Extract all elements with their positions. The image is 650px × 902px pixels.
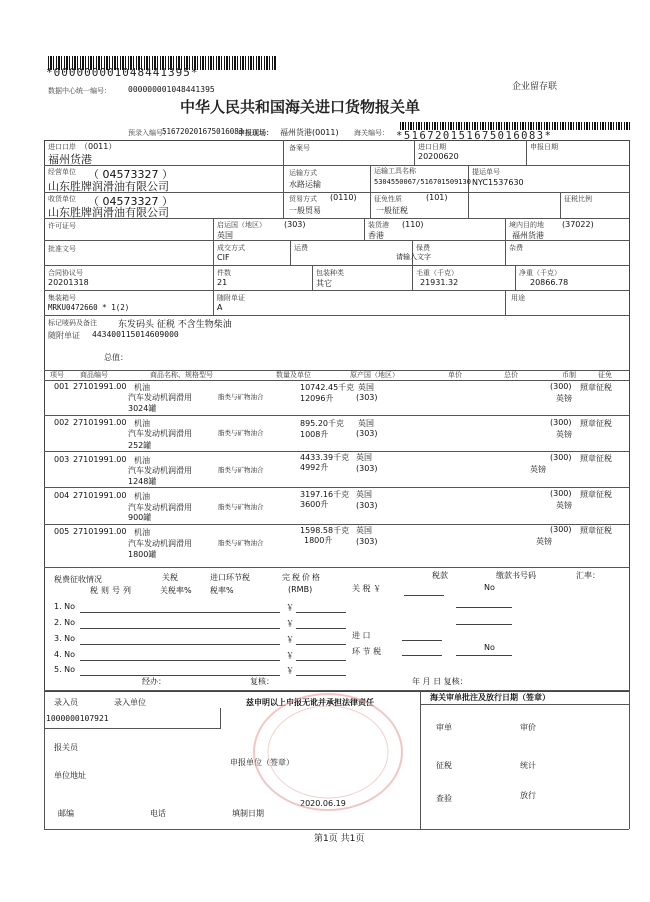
- trade-mode: 一般贸易: [289, 206, 321, 215]
- goods-item-currency: 英镑: [536, 537, 552, 546]
- tax-import-vat-label: 进口环节税: [210, 573, 250, 582]
- transport-tool: 5304550067/516701509130: [374, 178, 471, 186]
- page-info: 第1页 共1页: [314, 834, 365, 844]
- port-name: 福州货港: [48, 153, 92, 166]
- goods-item-qty2: 3600升: [300, 500, 329, 509]
- levy-ratio-label: 征税比例: [564, 195, 592, 203]
- goods-item-code: 27101991.00: [73, 455, 127, 464]
- pieces-label: 件数: [217, 269, 231, 277]
- tax-vat-label: 环 节 税: [352, 647, 382, 656]
- levy: 一般征税: [376, 206, 408, 215]
- deal-mode: CIF: [217, 253, 230, 262]
- operator-name: 山东胜牌润滑油有限公司: [48, 180, 169, 193]
- goods-item-qty1: 3197.16千克: [300, 490, 350, 499]
- goods-item-qty2: 1800升: [304, 536, 333, 545]
- purpose-label: 用途: [511, 294, 525, 302]
- tax-yen-5: ￥: [286, 666, 294, 675]
- tax-tariff-label: 关税: [162, 573, 178, 582]
- goods-item-currency: 英镑: [556, 394, 572, 403]
- phone-label: 电话: [150, 809, 166, 818]
- tax-row-4: 4. No: [54, 650, 76, 659]
- tax-duty-price-label: 完税价格: [282, 573, 322, 582]
- license-label: 许可证号: [48, 222, 76, 230]
- tax-yen-2: ￥: [286, 619, 294, 628]
- goods-header-unit-price: 单价: [448, 371, 462, 379]
- port-label: 进口口岸: [48, 143, 76, 151]
- deal-mode-label: 成交方式: [217, 244, 245, 252]
- tax-no-1: No: [484, 583, 495, 592]
- goods-item-currency: 英镑: [556, 430, 572, 439]
- goods-item-name: 机油: [134, 528, 150, 537]
- customs-no-text: *516720151675016083*: [396, 130, 553, 142]
- container: MRKU0472660 * 1(2): [48, 303, 130, 312]
- customs-no-label: 海关编号：: [354, 129, 389, 137]
- declare-date-label: 申报日期: [530, 143, 558, 151]
- goods-header-name: 商品名称、规格型号: [150, 371, 213, 379]
- tax-rate-label: 汇率：: [576, 571, 600, 580]
- goods-item-qty3: 1800罐: [128, 550, 157, 559]
- goods-item-origin: 英国: [358, 419, 374, 428]
- tax-title: 税费征收情况: [54, 575, 102, 584]
- site-value: 福州货港(0011): [280, 128, 339, 137]
- operator-code: （ 04573327 ）: [88, 168, 173, 181]
- tax-row-2: 2. No: [54, 618, 76, 627]
- transport-mode-label: 运输方式: [289, 169, 317, 177]
- goods-item-qty2: 4992升: [300, 463, 329, 472]
- goods-item-origin-code: (303): [356, 429, 378, 438]
- tax-vat-rate-label: 税率%: [210, 586, 234, 595]
- record-label: 备案号: [289, 144, 310, 152]
- goods-header-qty: 数量及单位: [276, 371, 311, 379]
- tax-no-2: No: [484, 643, 495, 652]
- loading-port: 香港: [368, 231, 384, 240]
- goods-item-spec: 汽车发动机润滑用: [128, 503, 192, 512]
- goods-item-spec: 汽车发动机润滑用: [128, 429, 192, 438]
- goods-item-no: 003: [54, 455, 70, 464]
- pricing-label: 审价: [520, 723, 536, 732]
- receiver-code: （ 04573327 ）: [88, 195, 173, 208]
- release-label: 放行: [520, 791, 536, 800]
- freight-label: 运费: [294, 244, 308, 252]
- goods-item-qty2: 12096升: [300, 394, 334, 403]
- bill-no: NYC1537630: [472, 178, 524, 187]
- docs: A: [217, 303, 223, 312]
- receiver-name: 山东胜牌润滑油有限公司: [48, 206, 169, 219]
- check-label: 查验: [436, 794, 452, 803]
- goods-header-code: 商品编号: [80, 371, 108, 379]
- total-label: 总值：: [104, 353, 128, 362]
- levy-label: 征免性质: [374, 195, 402, 203]
- origin-country-code: (303): [284, 220, 306, 229]
- loading-port-code: (110): [402, 220, 424, 229]
- goods-item-origin: 英国: [356, 453, 372, 462]
- entry-no: 1000000107921: [46, 714, 109, 723]
- destination: 福州货港: [512, 231, 544, 240]
- goods-item-name: 机油: [134, 419, 150, 428]
- goods-item-no: 002: [54, 418, 70, 427]
- tax-rmb-label: (RMB): [288, 585, 313, 594]
- declare-unit-label: 申报单位（签章）: [230, 758, 294, 767]
- fill-date-label: 填制日期: [232, 809, 264, 818]
- goods-item-origin-code: (303): [356, 464, 378, 473]
- net-label: 净重（千克）: [519, 269, 561, 277]
- contract-no: 20201318: [48, 278, 89, 287]
- entry-unit-label: 录入单位: [114, 698, 146, 707]
- tax-pay-no-label: 缴款书号码: [496, 571, 536, 580]
- reviewer-label: 审单: [436, 723, 452, 732]
- goods-item-origin-code: (303): [356, 537, 378, 546]
- entry-person-label: 录入员: [54, 698, 78, 707]
- goods-item-name: 机油: [134, 492, 150, 501]
- goods-item-spec: 汽车发动机润滑用: [128, 466, 192, 475]
- tax-import-label: 进 口: [352, 631, 371, 640]
- goods-item-spec: 汽车发动机润滑用: [128, 539, 192, 548]
- preentry-no: 516720201675016083: [162, 127, 244, 136]
- levy-sign-label: 征税: [436, 761, 452, 770]
- goods-item-levy: 照章征税: [580, 526, 612, 535]
- goods-item-spec2: 脂类与矿物油合: [218, 503, 264, 511]
- gross: 21931.32: [420, 278, 459, 287]
- tax-row-5: 5. No: [54, 665, 76, 674]
- tax-hs-label: 税则号列: [90, 586, 134, 595]
- goods-item-qty1: 1598.58千克: [300, 526, 350, 535]
- tax-tax-label: 税款: [432, 571, 448, 580]
- tax-customs-tax-label: 关 税 ￥: [352, 584, 382, 593]
- goods-header-origin: 原产国（地区）: [350, 371, 399, 379]
- insurance-label: 保费: [416, 244, 430, 252]
- goods-item-qty2: 1008升: [300, 430, 329, 439]
- goods-item-origin: 英国: [356, 490, 372, 499]
- goods-item-qty1: 10742.45千克: [300, 383, 355, 392]
- postcode-label: 邮编: [58, 809, 74, 818]
- net: 20866.78: [530, 278, 569, 287]
- goods-header-levy: 征免: [598, 371, 612, 379]
- docs-label: 随附单证: [217, 294, 245, 302]
- origin-country: 英国: [217, 231, 233, 240]
- tax-yen-3: ￥: [286, 635, 294, 644]
- tax-tariff-rate-label: 关税率%: [160, 586, 192, 595]
- goods-item-origin-code: (303): [356, 393, 378, 402]
- declaration-statement: 兹申明以上申报无讹并承担法律责任: [246, 698, 374, 707]
- package: 其它: [316, 279, 332, 288]
- center-no: 0000000010484413​95: [128, 85, 215, 94]
- goods-item-currency: 英镑: [556, 501, 572, 510]
- goods-item-qty3: 900罐: [128, 513, 152, 522]
- attached-label: 随附单证: [48, 331, 80, 340]
- fill-date: 2020.06.19: [300, 799, 346, 808]
- stats-label: 统计: [520, 761, 536, 770]
- goods-item-no: 005: [54, 527, 70, 536]
- customs-notes-label: 海关审单批注及放行日期（签章）: [430, 693, 550, 702]
- goods-item-code: 27101991.00: [73, 491, 127, 500]
- transport-tool-label: 运输工具名称: [374, 167, 416, 175]
- tax-row-1: 1. No: [54, 602, 76, 611]
- operator-label: 经营单位: [48, 168, 76, 176]
- tax-date-label: 年 月 日 复核：: [412, 677, 468, 686]
- misc-label: 杂费: [509, 244, 523, 252]
- destination-label: 境内目的地: [509, 221, 544, 229]
- goods-item-name: 机油: [134, 456, 150, 465]
- trade-mode-label: 贸易方式: [289, 195, 317, 203]
- goods-item-levy: 照章征税: [580, 419, 612, 428]
- goods-item-qty3: 1248罐: [128, 477, 157, 486]
- goods-item-cur-code: (300): [550, 418, 572, 427]
- trade-mode-code: (0110): [330, 193, 357, 202]
- goods-item-spec: 汽车发动机润滑用: [128, 393, 192, 402]
- goods-item-spec2: 脂类与矿物油合: [218, 466, 264, 474]
- company-seal: [248, 690, 408, 820]
- goods-item-levy: 照章征税: [580, 490, 612, 499]
- port-code: （0011）: [80, 142, 117, 151]
- levy-code: (101): [426, 193, 448, 202]
- goods-item-code: 27101991.00: [73, 527, 127, 536]
- form-title: 中华人民共和国海关进口货物报关单: [180, 98, 421, 116]
- marks: 东发码头 征税 不含生物柴油: [118, 320, 232, 330]
- copy-label: 企业留存联: [512, 82, 558, 92]
- insurance-value: 请输入文字: [396, 253, 431, 261]
- goods-item-cur-code: (300): [550, 382, 572, 391]
- contract-label: 合同协议号: [48, 269, 83, 277]
- import-date: 20200620: [418, 152, 459, 161]
- goods-item-spec2: 脂类与矿物油合: [218, 429, 264, 437]
- goods-header-currency: 币制: [562, 371, 576, 379]
- destination-code: (37022): [562, 220, 594, 229]
- goods-item-qty3: 3024罐: [128, 404, 157, 413]
- goods-item-code: 27101991.00: [73, 418, 127, 427]
- preentry-label: 预录入编号：: [128, 129, 170, 137]
- attached: 443400115014609000: [92, 330, 179, 339]
- origin-country-label: 启运国（地区）: [217, 221, 266, 229]
- goods-item-cur-code: (300): [550, 489, 572, 498]
- goods-item-origin: 英国: [356, 526, 372, 535]
- goods-item-origin: 英国: [358, 383, 374, 392]
- gross-label: 毛重（千克）: [416, 269, 458, 277]
- goods-item-spec2: 脂类与矿物油合: [218, 393, 264, 401]
- tax-review-label: 复核：: [250, 677, 274, 686]
- site-label: 申报现场：: [238, 129, 273, 137]
- goods-item-cur-code: (300): [550, 453, 572, 462]
- goods-item-no: 004: [54, 491, 70, 500]
- goods-item-currency: 英镑: [530, 465, 546, 474]
- marks-label: 标记唛码及备注: [48, 319, 97, 327]
- loading-port-label: 装货港: [368, 221, 389, 229]
- goods-item-qty1: 895.20千克: [300, 419, 344, 428]
- goods-item-qty1: 4433.39千克: [300, 453, 350, 462]
- package-label: 包装种类: [316, 269, 344, 277]
- import-date-label: 进口日期: [418, 143, 446, 151]
- goods-header-no: 项号: [50, 371, 64, 379]
- center-barcode-text: *0000000010484413​95*: [46, 66, 199, 79]
- goods-header-total-price: 总价: [504, 371, 518, 379]
- goods-item-origin-code: (303): [356, 501, 378, 510]
- approval-label: 批准文号: [48, 245, 76, 253]
- receiver-label: 收货单位: [48, 195, 76, 203]
- tax-yen-4: ￥: [286, 651, 294, 660]
- goods-item-name: 机油: [134, 383, 150, 392]
- goods-item-cur-code: (300): [550, 525, 572, 534]
- tax-handler-label: 经办：: [142, 677, 166, 686]
- customs-no-barcode: [400, 122, 632, 130]
- goods-item-code: 27101991.00: [73, 382, 127, 391]
- center-no-label: 数据中心统一编号：: [48, 87, 111, 95]
- tax-yen-1: ￥: [286, 603, 294, 612]
- declarer-label: 报关员: [54, 743, 78, 752]
- container-label: 集装箱号: [48, 294, 76, 302]
- goods-item-levy: 照章征税: [580, 454, 612, 463]
- goods-item-spec2: 脂类与矿物油合: [218, 539, 264, 547]
- goods-item-no: 001: [54, 382, 70, 391]
- goods-item-levy: 照章征税: [580, 383, 612, 392]
- transport-mode: 水路运输: [289, 180, 321, 189]
- unit-addr-label: 单位地址: [54, 771, 86, 780]
- pieces: 21: [217, 278, 228, 287]
- goods-item-qty3: 252罐: [128, 441, 152, 450]
- bill-label: 提运单号: [472, 168, 500, 176]
- tax-row-3: 3. No: [54, 634, 76, 643]
